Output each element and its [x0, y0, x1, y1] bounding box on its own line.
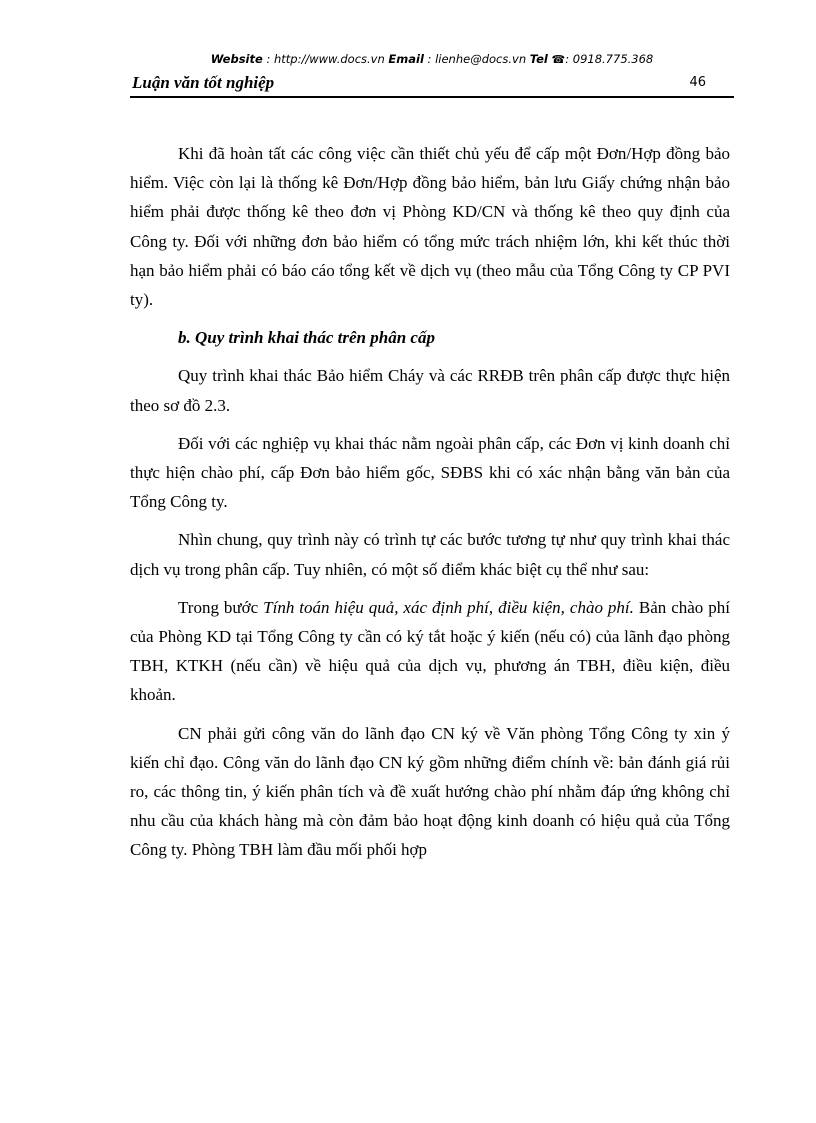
- paragraph-2: Quy trình khai thác Bảo hiểm Cháy và các RRĐB trên phân cấp được thực hiện theo sơ đồ 2.3.: [130, 366, 730, 415]
- phone-icon: ☎: [551, 53, 566, 66]
- paragraph-4: Nhìn chung, quy trình này có trình tự các bước tương tự như quy trình khai thác dịch vụ trong phân cấp. Tuy nhiên, có một số điểm khác biệt cụ thể như sau:: [130, 530, 730, 579]
- paragraph-1: Khi đã hoàn tất các công việc cần thiết chủ yếu để cấp một Đơn/Hợp đồng bảo hiểm. Việc còn lại là thống kê Đơn/Hợp đồng bảo hiểm, bản lưu Giấy chứng nhận bảo hiểm phải được thống kê theo đơn vị Phòng KD/CN và thống kê theo quy định của Công ty. Đối với những đơn bảo hiểm có tổng mức trách nhiệm lớn, khi kết thúc thời hạn bảo hiểm phải có báo cáo tổng kết về dịch vụ (theo mẫu của Tổng Công ty CP PVI ty).: [130, 144, 730, 310]
- phone-number: : 0918.775.368: [565, 52, 654, 66]
- running-header: [130, 72, 734, 98]
- paragraph-3: Đối với các nghiệp vụ khai thác nằm ngoài phân cấp, các Đơn vị kinh doanh chỉ thực hiện chào phí, cấp Đơn bảo hiểm gốc, SĐBS khi có xác nhận bằng văn bản của Tổng Công ty.: [130, 433, 730, 512]
- email-address: : lienhe@docs.vn: [423, 52, 530, 66]
- website-label: Website: [210, 52, 263, 66]
- site-contact-header: [130, 51, 734, 68]
- page-number: 46: [689, 75, 706, 90]
- tel-label: Tel: [529, 52, 548, 66]
- paragraph-5-rest: Bản chào phí của Phòng KD tại Tổng Công ty cần có ký tắt hoặc ý kiến (nếu có) của lãnh đạo phòng TBH, KTKH (nếu cần) về hiệu quả của dịch vụ, phương án TBH, điều kiện, điều khoản.: [130, 597, 730, 705]
- paragraph-5: [130, 593, 730, 710]
- section-heading-b: b. Quy trình khai thác trên phân cấp: [178, 328, 435, 348]
- document-title: Luận văn tốt nghiệp: [132, 73, 275, 92]
- paragraph-6: CN phải gửi công văn do lãnh đạo CN ký về Văn phòng Tổng Công ty xin ý kiến chỉ đạo. Công văn do lãnh đạo CN ký gồm những điểm chính về: bản đánh giá rủi ro, các thông tin, ý kiến phân tích và đề xuất hướng chào phí nhằm đáp ứng không chỉ nhu cầu của khách hàng mà còn đảm bảo hoạt động kinh doanh có hiệu quả của Tổng Công ty. Phòng TBH làm đầu mối phối hợp: [130, 723, 730, 860]
- body-text: [130, 139, 730, 874]
- paragraph-5-italic-step: Tính toán hiệu quả, xác định phí, điều kiện, chào phí.: [263, 597, 634, 617]
- website-url: : http://www.docs.vn: [262, 52, 389, 66]
- paragraph-5-lead: Trong bước: [178, 597, 264, 617]
- email-label: Email: [388, 52, 424, 66]
